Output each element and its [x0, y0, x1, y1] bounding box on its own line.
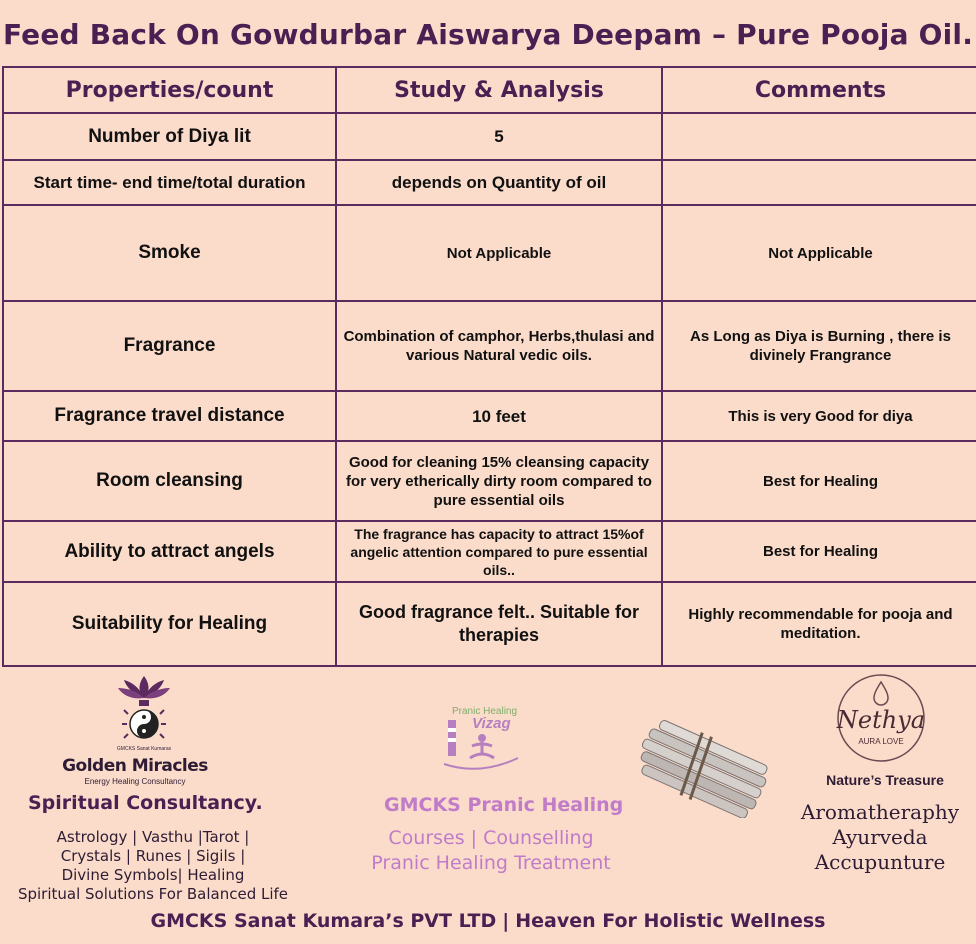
analysis-cell: Combination of camphor, Herbs,thulasi and various Natural vedic oils. [336, 301, 662, 391]
comments-cell: As Long as Diya is Burning , there is divinely Frangrance [662, 301, 976, 391]
comments-cell: Not Applicable [662, 205, 976, 301]
service-line: Aromatheraphy [800, 800, 960, 824]
header-properties: Properties/count [3, 67, 336, 113]
property-cell: Room cleansing [3, 441, 336, 521]
incense-bundle-image [628, 718, 778, 823]
logo-city-text: Vizag [472, 715, 511, 732]
feedback-table [2, 66, 976, 667]
spiritual-services-list [8, 828, 298, 904]
analysis-cell: Good fragrance felt.. Suitable for therapies [336, 582, 662, 666]
analysis-cell: Good for cleaning 15% cleansing capacity for very etherically dirty room compared to pure essential oils [336, 441, 662, 521]
analysis-cell: 5 [336, 113, 662, 160]
analysis-cell: The fragrance has capacity to attract 15%of angelic attention compared to pure essential oils.. [336, 521, 662, 582]
lotus-yin-yang-icon [88, 672, 200, 754]
pranic-healing-logo [440, 702, 530, 779]
natures-treasure-tagline: Nature’s Treasure [826, 772, 944, 788]
nethya-name: Nethya [836, 706, 926, 734]
logo-caption: GMCKS Sanat Kumaras [116, 746, 172, 752]
service-line: Pranic Healing Treatment [371, 852, 611, 874]
table-row [3, 301, 976, 391]
golden-miracles-tagline: Energy Healing Consultancy [84, 777, 186, 786]
comments-cell: This is very Good for diya [662, 391, 976, 441]
property-cell: Start time- end time/total duration [3, 160, 336, 205]
comments-cell [662, 160, 976, 205]
footer-company: GMCKS Sanat Kumara’s PVT LTD [150, 910, 497, 932]
service-line: Spiritual Solutions For Balanced Life [17, 885, 289, 903]
golden-miracles-logo [88, 672, 200, 759]
nethya-services-list [795, 800, 965, 875]
footer-slogan: Heaven For Holistic Wellness [515, 910, 826, 932]
nethya-logo [822, 672, 940, 777]
page-title: Feed Back On Gowdurbar Aiswarya Deepam – Pure Pooja Oil. [2, 18, 974, 51]
property-cell: Smoke [3, 205, 336, 301]
table-row [3, 441, 976, 521]
property-cell: Ability to attract angels [3, 521, 336, 582]
footer-separator: | [502, 910, 510, 932]
analysis-cell: 10 feet [336, 391, 662, 441]
footer [0, 910, 976, 932]
table-row [3, 582, 976, 666]
table-row [3, 160, 976, 205]
comments-cell: Best for Healing [662, 521, 976, 582]
table-row [3, 521, 976, 582]
property-cell: Fragrance travel distance [3, 391, 336, 441]
meditation-lighthouse-icon [440, 702, 530, 774]
comments-cell: Highly recommendable for pooja and meditation. [662, 582, 976, 666]
service-line: Courses | Counselling [388, 827, 594, 849]
nethya-drop-icon [822, 672, 940, 772]
service-line: Ayurveda [832, 825, 928, 849]
logo-top-text: Pranic Healing [452, 706, 518, 717]
property-cell: Number of Diya lit [3, 113, 336, 160]
nethya-sub: AURA LOVE [858, 737, 904, 746]
property-cell: Suitability for Healing [3, 582, 336, 666]
comments-cell [662, 113, 976, 160]
pranic-services-list [360, 826, 622, 876]
header-comments: Comments [662, 67, 976, 113]
analysis-cell: Not Applicable [336, 205, 662, 301]
pranic-healing-heading: GMCKS Pranic Healing [384, 794, 624, 816]
analysis-cell: depends on Quantity of oil [336, 160, 662, 205]
comments-cell: Best for Healing [662, 441, 976, 521]
property-cell: Fragrance [3, 301, 336, 391]
service-line: Accupunture [814, 850, 946, 874]
service-line: Astrology | Vasthu |Tarot | [56, 828, 250, 846]
table-row [3, 391, 976, 441]
golden-miracles-name: Golden Miracles [62, 756, 208, 776]
incense-bundle-icon [628, 718, 778, 818]
service-line: Divine Symbols| Healing [61, 866, 245, 884]
spiritual-consultancy-heading: Spiritual Consultancy. [28, 792, 263, 814]
table-header-row [3, 67, 976, 113]
service-line: Crystals | Runes | Sigils | [60, 847, 246, 865]
table-row [3, 113, 976, 160]
header-analysis: Study & Analysis [336, 67, 662, 113]
table-row [3, 205, 976, 301]
